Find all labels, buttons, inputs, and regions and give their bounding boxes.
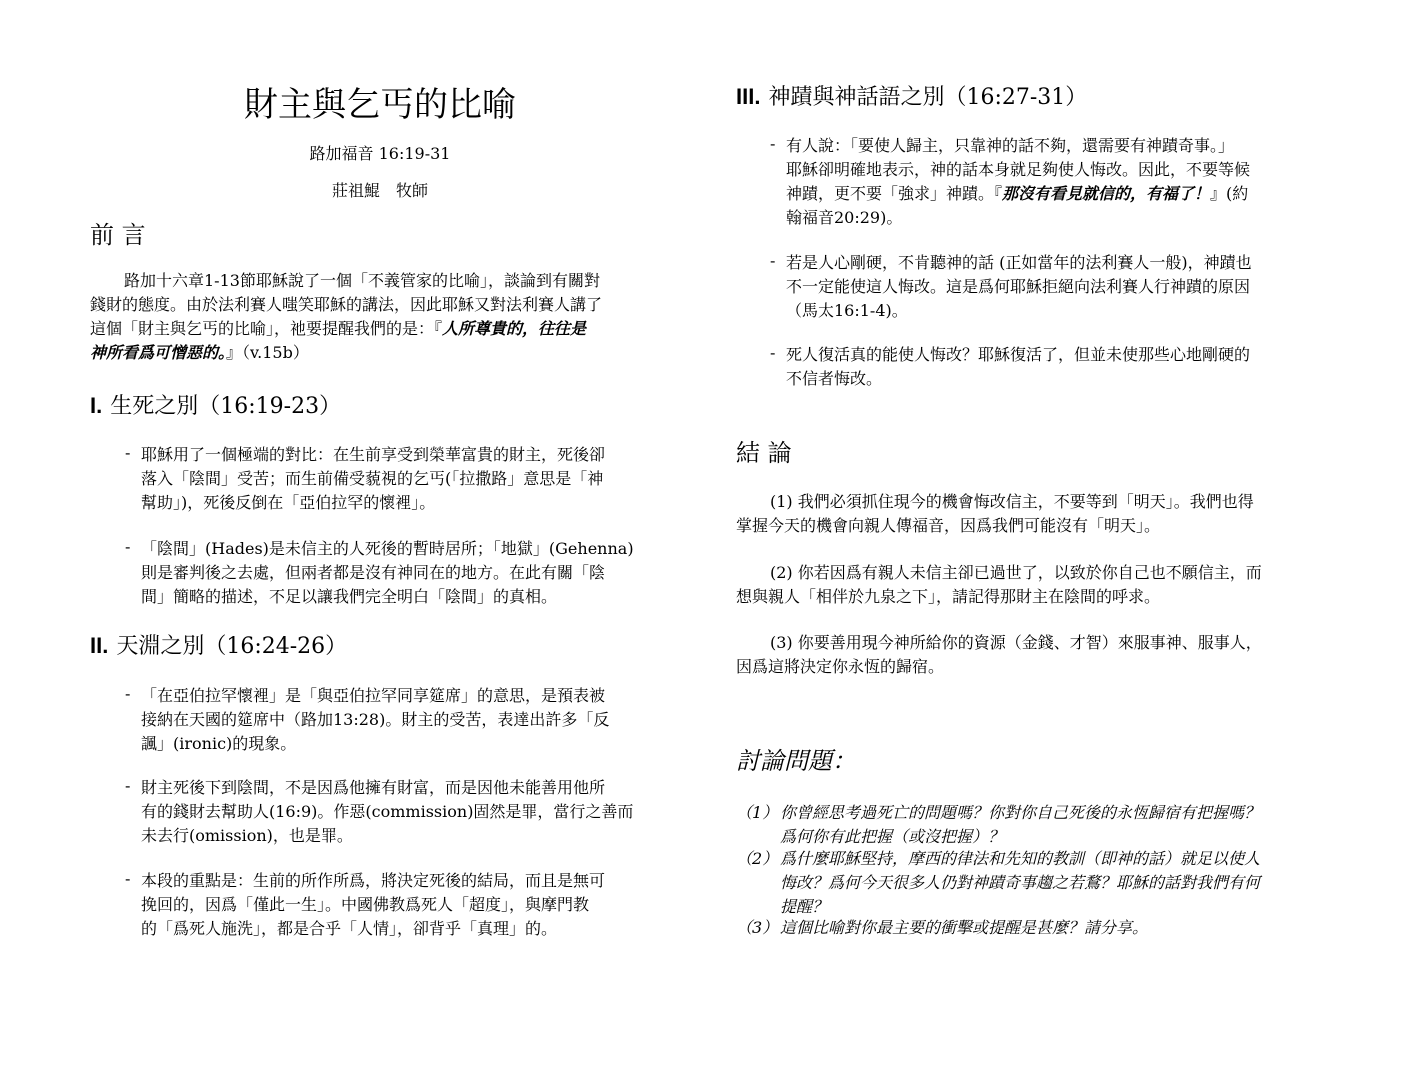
section-numeral: I. [90, 393, 103, 418]
conclusion-point [736, 490, 1326, 538]
bullet-line: 財主死後下到陰間，不是因爲他擁有財富，而是因他未能善用他所 [141, 778, 606, 797]
intro-line: 路加十六章1-13節耶穌說了一個「不義管家的比喻」，談論到有關對 [124, 271, 600, 290]
bullet-item [770, 251, 1252, 323]
question-line: 你曾經思考過死亡的問題嗎？你對你自己死後的永恆歸宿有把握嗎？ [780, 803, 1261, 822]
conclusion-line: 想與親人「相伴於九泉之下」，請記得那財主在陰間的呼求。 [736, 587, 1161, 606]
intro-ref: 』（v.15b） [226, 343, 309, 362]
intro-heading: 前 言 [90, 221, 146, 249]
bullet-line: 翰福音20:29)。 [786, 208, 903, 227]
author: 莊祖鯤 牧師 [331, 181, 428, 200]
bullet-quote: 那沒有看見就信的，有福了！ [1002, 184, 1211, 203]
conclusion-line: (2) 你若因爲有親人未信主卻已過世了，以致於你自己也不願信主，而 [770, 563, 1262, 582]
bullet-line: 不一定能使這人悔改。這是爲何耶穌拒絕向法利賽人行神蹟的原因 [786, 277, 1251, 296]
bullet-dash: - [125, 443, 131, 462]
document-title: 財主與乞丐的比喻 [244, 85, 516, 125]
conclusion-line: 因爲這將決定你永恆的歸宿。 [736, 657, 945, 676]
bullet-line: 的「爲死人施洗」，都是合乎「人情」，卻背乎「真理」的。 [141, 919, 558, 938]
intro-text: 這個「財主與乞丐的比喻」，祂要提醒我們的是：『 [90, 319, 443, 338]
bullet-line: 諷」(ironic)的現象。 [141, 734, 297, 753]
bullet-line: 若是人心剛硬，不肯聽神的話 (正如當年的法利賽人一般)，神蹟也 [786, 253, 1252, 272]
discussion-question [736, 916, 1148, 940]
section-numeral: II. [90, 633, 109, 658]
bullet-dash: - [125, 684, 131, 703]
section-numeral: III. [736, 84, 761, 109]
discussion-question [736, 801, 1260, 849]
section-2-heading [90, 632, 347, 661]
bullet-item [125, 537, 634, 609]
bullet-dash: - [125, 537, 131, 556]
bullet-dash: - [770, 134, 776, 153]
discussion-heading: 討論問題： [736, 747, 856, 775]
conclusion-line: 掌握今天的機會向親人傳福音，因爲我們可能沒有「明天」。 [736, 516, 1161, 535]
question-line: 悔改？爲何今天很多人仍對神蹟奇事趨之若鶩？耶穌的話對我們有何 [780, 873, 1261, 892]
bullet-line: 幫助」)，死後反倒在「亞伯拉罕的懷裡」。 [141, 493, 436, 512]
scripture-reference: 路加福音 16:19-31 [309, 144, 451, 163]
discussion-question [736, 847, 1260, 919]
bullet-line [786, 182, 1250, 206]
intro-line [90, 317, 670, 341]
bullet-line: 接納在天國的筵席中（路加13:28)。財主的受苦，表達出許多「反 [141, 710, 610, 729]
bullet-line: 未去行(omission)，也是罪。 [141, 826, 353, 845]
bullet-dash: - [125, 776, 131, 795]
bullet-item [125, 684, 609, 756]
bullet-text: 』(約 [1210, 184, 1249, 203]
question-line: 提醒？ [780, 897, 829, 916]
section-title: 生死之別（16:19-23） [110, 394, 342, 419]
bullet-line: 挽回的，因爲「僅此一生」。中國佛教爲死人「超度」，與摩門教 [141, 895, 590, 914]
bullet-item [770, 343, 1250, 391]
question-number: （3） [736, 918, 779, 937]
question-line: 爲什麼耶穌堅持，摩西的律法和先知的教訓（即神的話）就足以使人 [780, 849, 1261, 868]
section-1-heading [90, 392, 341, 421]
section-title: 神蹟與神話語之別（16:27-31） [768, 85, 1088, 110]
bullet-line: 耶穌卻明確地表示，神的話本身就足夠使人悔改。因此，不要等候 [786, 160, 1251, 179]
bullet-line: 耶穌用了一個極端的對比：在生前享受到榮華富貴的財主，死後卻 [141, 445, 606, 464]
intro-quote: 人所尊貴的，往往是 [442, 319, 587, 338]
bullet-line: 則是審判後之去處，但兩者都是沒有神同在的地方。在此有關「陰 [141, 563, 606, 582]
bullet-item [770, 134, 1250, 230]
bullet-line: 有人說：「要使人歸主，只靠神的話不夠，還需要有神蹟奇事。」 [786, 136, 1235, 155]
question-number: （2） [736, 849, 779, 868]
bullet-item [125, 776, 633, 848]
question-line: 爲何你有此把握（或沒把握）？ [780, 827, 1005, 846]
bullet-line: 「在亞伯拉罕懷裡」是「與亞伯拉罕同享筵席」的意思，是預表被 [141, 686, 606, 705]
question-number: （1） [736, 803, 779, 822]
intro-line [90, 341, 670, 365]
bullet-line: 間」簡略的描述，不足以讓我們完全明白「陰間」的真相。 [141, 587, 558, 606]
conclusion-heading: 結 論 [736, 439, 792, 467]
bullet-text: 神蹟，更不要「強求」神蹟。『 [786, 184, 1003, 203]
bullet-item [125, 443, 605, 515]
section-title: 天淵之別（16:24-26） [116, 634, 348, 659]
bullet-line: 本段的重點是：生前的所作所爲，將決定死後的結局，而且是無可 [141, 871, 606, 890]
bullet-line: 落入「陰間」受苦；而生前備受藐視的乞丐(「拉撒路」意思是「神 [141, 469, 604, 488]
conclusion-point [736, 561, 1326, 609]
intro-quote: 神所看爲可憎惡的。 [90, 343, 227, 362]
conclusion-line: (1) 我們必須抓住現今的機會悔改信主，不要等到「明天」。我們也得 [770, 492, 1254, 511]
bullet-dash: - [770, 343, 776, 362]
bullet-line: 「陰間」(Hades)是未信主的人死後的暫時居所；「地獄」(Gehenna) [141, 539, 634, 558]
bullet-line: （馬太16:1-4)。 [786, 301, 908, 320]
bullet-item [125, 869, 605, 941]
conclusion-point [736, 631, 1326, 679]
intro-paragraph [90, 269, 670, 365]
bullet-line: 有的錢財去幫助人(16:9)。作惡(commission)固然是罪，當行之善而 [141, 802, 634, 821]
intro-line: 錢財的態度。由於法利賽人嗤笑耶穌的講法，因此耶穌又對法利賽人講了 [90, 295, 603, 314]
conclusion-line: (3) 你要善用現今神所給你的資源（金錢、才智）來服事神、服事人， [770, 633, 1262, 652]
bullet-line: 不信者悔改。 [786, 369, 883, 388]
bullet-dash: - [770, 251, 776, 270]
question-line: 這個比喻對你最主要的衝擊或提醒是甚麼？請分享。 [780, 918, 1149, 937]
section-3-heading [736, 83, 1087, 112]
bullet-line: 死人復活真的能使人悔改？耶穌復活了，但並未使那些心地剛硬的 [786, 345, 1251, 364]
bullet-dash: - [125, 869, 131, 888]
